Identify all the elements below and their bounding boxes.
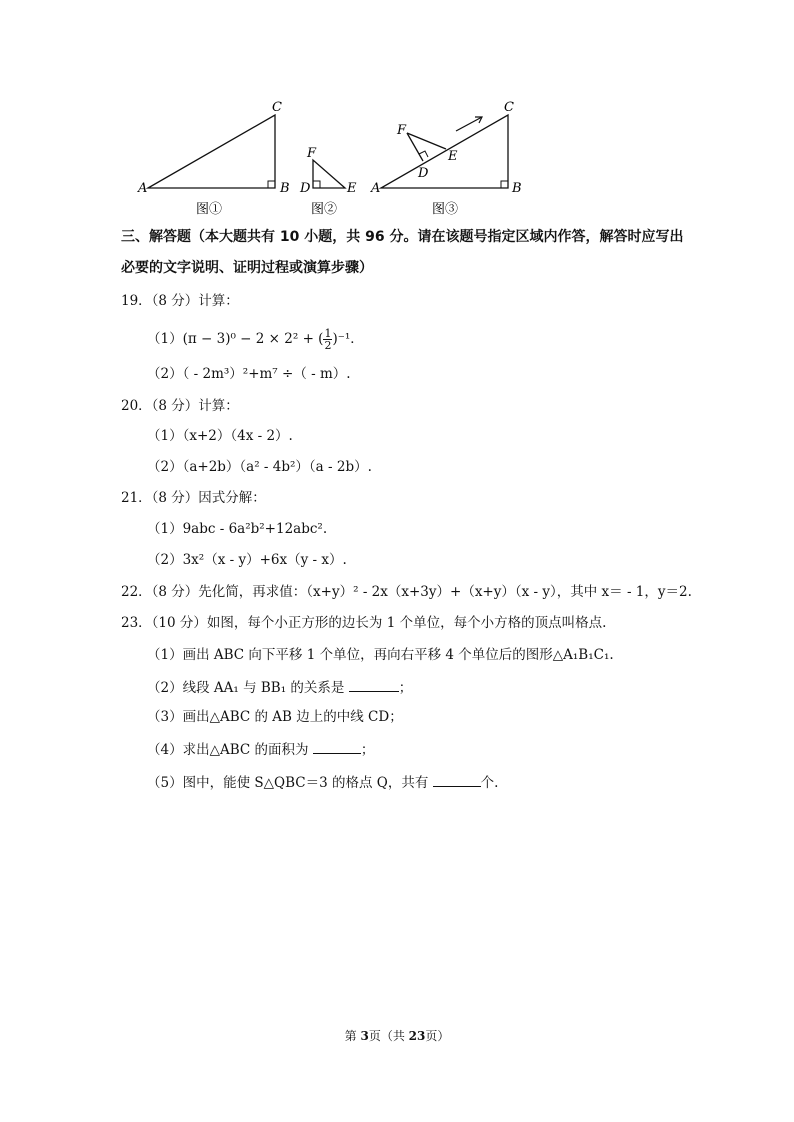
figure-1 bbox=[137, 100, 290, 217]
q23-part2 bbox=[147, 677, 412, 698]
fig1-label-c: C bbox=[272, 100, 282, 115]
figures bbox=[0, 0, 794, 230]
q21-part2: （2）3x²（x - y）+6x（y - x）. bbox=[147, 552, 347, 568]
q19-part1 bbox=[147, 328, 364, 351]
q23-part4-text: （4）求出△ABC 的面积为 bbox=[147, 742, 313, 758]
fig3-label-e: E bbox=[448, 149, 458, 164]
q23-part2-text: （2）线段 AA₁ 与 BB₁ 的关系是 bbox=[147, 680, 349, 696]
fig3-label-d: D bbox=[418, 166, 429, 181]
fig1-label-a: A bbox=[138, 181, 148, 196]
q23-part5-answer-blank[interactable] bbox=[433, 772, 481, 787]
fig3-label-c: C bbox=[504, 100, 514, 115]
q22-text: 22．（8 分）先化简，再求值：（x+y）² - 2x（x+3y）+（x+y）（x - y），其中 x＝ - 1，y＝2. bbox=[121, 584, 692, 600]
q19-part1-tail: )⁻¹． bbox=[332, 331, 364, 347]
q19-fraction-denominator: 2 bbox=[324, 339, 332, 352]
page-footer bbox=[0, 1027, 794, 1044]
fig3-label-a: A bbox=[371, 181, 381, 196]
section-heading-line2: 必要的文字说明、证明过程或演算步骤） bbox=[121, 260, 373, 276]
fig2-label-d: D bbox=[300, 181, 311, 196]
q23-part5 bbox=[147, 772, 498, 793]
figure-3 bbox=[370, 100, 522, 217]
q23-part2-answer-blank[interactable] bbox=[349, 677, 399, 692]
fig1-caption: 图① bbox=[196, 202, 223, 217]
figure-2 bbox=[299, 146, 357, 217]
q23-part1: （1）画出 ABC 向下平移 1 个单位，再向右平移 4 个单位后的图形△A₁B₁C₁. bbox=[147, 647, 614, 663]
q19-part1-label: （1） bbox=[147, 331, 183, 347]
footer-page-number: 3 bbox=[360, 1029, 369, 1043]
fig1-label-b: B bbox=[280, 181, 290, 196]
q23-part5-text: （5）图中，能使 S△QBC＝3 的格点 Q，共有 bbox=[147, 775, 433, 791]
q20-heading: 20．（8 分）计算： bbox=[121, 398, 239, 414]
fig2-label-f: F bbox=[307, 146, 317, 161]
fig2-label-e: E bbox=[347, 181, 357, 196]
footer-total-pages: 23 bbox=[408, 1029, 426, 1043]
q23-part2-end: ； bbox=[398, 680, 413, 696]
q19-part1-expr: (π − 3)⁰ − 2 × 2² + ( bbox=[182, 331, 324, 347]
q23-part4 bbox=[147, 739, 374, 760]
q21-part1: （1）9abc - 6a²b²+12abc². bbox=[147, 521, 328, 537]
q23-heading: 23．（10 分）如图，每个小正方形的边长为 1 个单位，每个小方格的顶点叫格点. bbox=[121, 615, 607, 631]
q21-heading: 21．（8 分）因式分解： bbox=[121, 490, 266, 506]
footer-suffix: 页） bbox=[425, 1029, 450, 1043]
q20-part1: （1）（x+2）（4x - 2）. bbox=[147, 428, 293, 444]
q19-part2: （2）（ - 2m³）²+m⁷ ÷（ - m）. bbox=[147, 366, 351, 382]
footer-middle: 页（共 bbox=[368, 1029, 409, 1043]
section-heading-line1: 三、解答题（本大题共有 10 小题，共 96 分。请在该题号指定区域内作答，解答时应写出 bbox=[121, 229, 684, 245]
q23-part3: （3）画出△ABC 的 AB 边上的中线 CD； bbox=[147, 709, 403, 725]
footer-prefix: 第 bbox=[344, 1029, 361, 1043]
fig3-label-f: F bbox=[397, 123, 407, 138]
fig2-caption: 图② bbox=[311, 202, 338, 217]
fig3-caption: 图③ bbox=[432, 202, 459, 217]
q19-heading: 19．（8 分）计算： bbox=[121, 293, 239, 309]
q20-part2: （2）（a+2b）（a² - 4b²）（a - 2b）. bbox=[147, 459, 372, 475]
q23-part4-end: ； bbox=[360, 742, 375, 758]
fig3-label-b: B bbox=[512, 181, 522, 196]
q23-part4-answer-blank[interactable] bbox=[313, 739, 361, 754]
q23-part5-end: 个. bbox=[480, 775, 499, 791]
q19-fraction-numerator: 1 bbox=[324, 327, 332, 340]
